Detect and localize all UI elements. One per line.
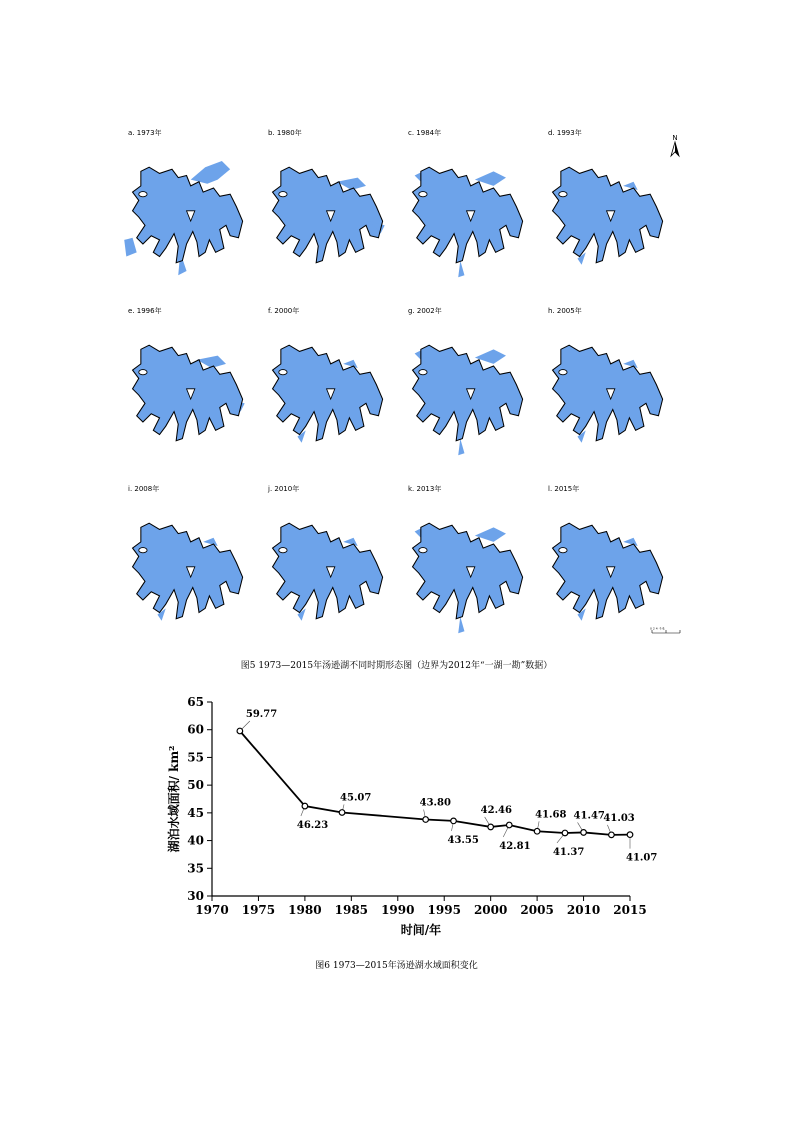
y-tick-label: 40 [187,833,204,848]
lake-map-panel-label: f. 2000年 [268,307,300,315]
lake-shape [398,502,533,642]
data-point [237,728,243,734]
y-tick-label: 35 [187,861,204,876]
lake-map-panel [258,484,398,654]
x-tick-label: 1995 [427,903,461,917]
data-label: 45.07 [340,792,372,804]
lake-map-panel [258,128,398,298]
data-label: 43.80 [419,797,451,809]
x-tick-label: 1975 [241,903,276,917]
x-axis-label: 时间/年 [400,923,442,937]
data-label: 41.37 [552,846,585,858]
scale-label: 0 2 4 千米 [650,626,665,631]
lake-shape [538,502,673,642]
lake-shape [398,324,533,464]
x-tick-label: 2005 [520,903,554,917]
data-point [506,822,512,828]
lake-shape [538,146,673,286]
north-label: N [672,134,678,142]
data-point [609,832,615,838]
data-label: 42.81 [499,840,531,852]
lake-map-panel [118,128,258,298]
lake-map-panel [118,306,258,476]
figure6-caption: 图6 1973—2015年汤逊湖水域面积变化 [315,961,478,971]
lake-map-panel-label: c. 1984年 [408,129,442,137]
data-label: 41.03 [603,812,635,824]
lake-shape [118,146,253,286]
data-label: 42.46 [480,804,512,816]
x-tick-label: 1985 [334,903,369,917]
data-point [581,830,587,836]
figure5-caption: 图5 1973—2015年汤逊湖不同时期形态图（边界为2012年“一湖一勘”数据） [240,661,553,671]
x-tick-label: 2000 [473,903,508,917]
data-point [302,803,308,809]
data-point [627,832,633,838]
lake-shape [118,502,253,642]
y-tick-label: 65 [187,695,204,709]
lake-map-panel-label: k. 2013年 [408,485,442,493]
lake-map-panel-label: l. 2015年 [548,485,580,493]
y-tick-label: 50 [187,778,204,793]
lake-map-panel [398,128,538,298]
lake-map-panel-label: b. 1980年 [268,129,302,137]
data-label: 43.55 [447,834,479,846]
lake-shape [258,146,393,286]
north-arrow-icon [668,132,682,158]
lake-map-panel-label: h. 2005年 [548,307,582,315]
x-tick-label: 1970 [195,903,229,917]
lake-map-panel [118,484,258,654]
lake-shape [538,324,673,464]
lake-map-panel [538,306,678,476]
lake-map-grid [118,128,698,638]
data-label: 46.23 [296,820,329,832]
lake-shape [398,146,533,286]
lake-map-panel-label: g. 2002年 [408,307,442,315]
lake-map-panel-label: i. 2008年 [128,485,160,493]
scale-bar [650,626,690,636]
y-tick-label: 45 [187,805,204,820]
x-tick-label: 2015 [613,903,647,917]
y-tick-label: 60 [187,722,204,737]
data-point [488,824,494,830]
x-tick-label: 1980 [288,903,322,917]
data-point [451,818,457,824]
data-point [534,828,540,834]
lake-map-panel-label: e. 1996年 [128,307,162,315]
y-axis-label: 湖泊水域面积/ km² [167,745,181,853]
lake-map-panel-label: j. 2010年 [268,485,300,493]
lake-shape [258,502,393,642]
lake-shape [118,324,253,464]
lake-map-panel-label: d. 1993年 [548,129,582,137]
data-point [423,817,429,823]
y-tick-label: 30 [187,889,204,903]
y-tick-label: 55 [187,750,204,765]
data-point [562,830,568,836]
data-label: 41.47 [573,810,605,822]
x-tick-label: 2010 [566,903,601,917]
lake-shape [258,324,393,464]
lake-map-panel-label: a. 1973年 [128,129,162,137]
lake-map-panel [398,306,538,476]
data-label: 41.68 [535,809,567,821]
lake-map-panel [538,128,678,298]
data-point [339,810,345,816]
area-change-chart [160,690,658,940]
data-label: 41.07 [626,852,658,864]
lake-map-panel [258,306,398,476]
x-tick-label: 1990 [381,903,415,917]
lake-map-panel [398,484,538,654]
data-label: 59.77 [245,708,278,720]
